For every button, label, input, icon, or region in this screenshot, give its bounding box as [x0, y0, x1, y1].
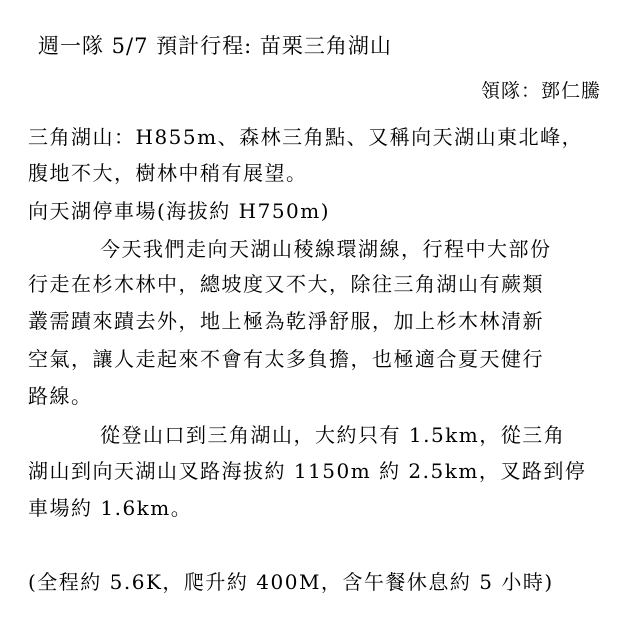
- paragraph-line: 空氣，讓人走起來不會有太多負擔，也極適合夏天健行: [28, 347, 544, 371]
- paragraph-line: 路線。: [28, 384, 93, 408]
- paragraph-line: 湖山到向天湖山叉路海拔約 1150m 約 2.5km，叉路到停: [28, 459, 587, 483]
- paragraph-line: 向天湖停車場(海拔約 H750m): [28, 199, 331, 223]
- paragraph-line: 從登山口到三角湖山，大約只有 1.5km，從三角: [100, 423, 566, 447]
- paragraph-line: 行走在杉木林中，總坡度又不大，除往三角湖山有蕨類: [28, 272, 544, 296]
- paragraph-line: 車場約 1.6km。: [28, 496, 193, 520]
- paragraph-line: 三角湖山：H855m、森林三角點、又稱向天湖山東北峰，: [28, 125, 584, 149]
- paragraph-line: 腹地不大，樹林中稍有展望。: [28, 161, 308, 185]
- summary-line: (全程約 5.6K，爬升約 400M，含午餐休息約 5 小時): [28, 570, 554, 594]
- paragraph-line: 今天我們走向天湖山稜線環湖線，行程中大部份: [100, 237, 552, 261]
- paragraph-line: 叢需蹟來蹟去外，地上極為乾淨舒服，加上杉木林清新: [28, 309, 544, 333]
- document-title: 週一隊 5/7 預計行程: 苗栗三角湖山: [38, 34, 392, 58]
- team-leader: 領隊：鄧仁騰: [480, 80, 601, 102]
